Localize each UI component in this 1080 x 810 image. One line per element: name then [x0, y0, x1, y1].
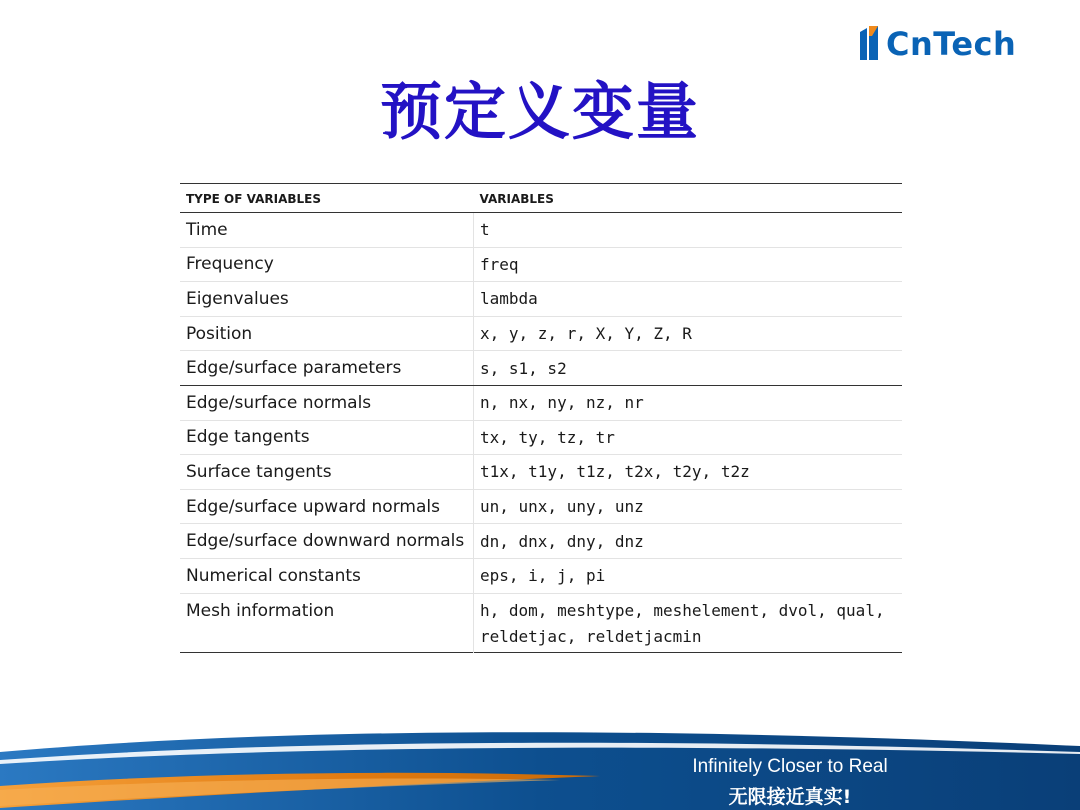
table-header-row [180, 184, 902, 213]
table-row [180, 489, 902, 524]
row-vars [474, 593, 903, 652]
row-vars: t1x, t1y, t1z, t2x, t2y, t2z [474, 455, 903, 490]
table-row [180, 524, 902, 559]
table-row [180, 316, 902, 351]
row-vars: un, unx, uny, unz [474, 489, 903, 524]
row-vars: t [474, 213, 903, 248]
table-row [180, 213, 902, 248]
row-type: Time [180, 213, 474, 248]
row-type: Eigenvalues [180, 282, 474, 317]
table-row [180, 351, 902, 386]
row-type: Edge/surface downward normals [180, 524, 474, 559]
row-vars-line2: reldetjac, reldetjacmin [480, 626, 702, 646]
row-vars: dn, dnx, dny, dnz [474, 524, 903, 559]
row-vars: x, y, z, r, X, Y, Z, R [474, 316, 903, 351]
row-type: Surface tangents [180, 455, 474, 490]
slogan-chinese: 无限接近真实! [728, 786, 852, 808]
logo-mark-icon [858, 26, 880, 62]
row-type: Position [180, 316, 474, 351]
row-type: Edge/surface parameters [180, 351, 474, 386]
row-type: Numerical constants [180, 558, 474, 593]
row-type: Frequency [180, 247, 474, 282]
cntech-logo [858, 22, 1016, 66]
header-type: TYPE OF VARIABLES [180, 184, 474, 213]
page-title: 预定义变量 [379, 75, 700, 148]
row-vars: freq [474, 247, 903, 282]
row-type: Edge tangents [180, 420, 474, 455]
variables-table [180, 183, 902, 653]
table-row [180, 385, 902, 420]
row-type: Edge/surface normals [180, 385, 474, 420]
table-row [180, 282, 902, 317]
table-row [180, 558, 902, 593]
table-row [180, 455, 902, 490]
table-row [180, 420, 902, 455]
row-vars: n, nx, ny, nz, nr [474, 385, 903, 420]
table-row [180, 593, 902, 652]
table-row [180, 247, 902, 282]
header-variables: VARIABLES [474, 184, 903, 213]
row-vars-line1: h, dom, meshtype, meshelement, dvol, qual, [480, 600, 885, 620]
row-vars: eps, i, j, pi [474, 558, 903, 593]
row-vars: tx, ty, tz, tr [474, 420, 903, 455]
row-vars: lambda [474, 282, 903, 317]
row-vars: s, s1, s2 [474, 351, 903, 386]
row-type: Edge/surface upward normals [180, 489, 474, 524]
logo-text: CnTech [886, 25, 1017, 63]
row-type: Mesh information [180, 593, 474, 652]
slogan-english: Infinitely Closer to Real [692, 756, 888, 777]
